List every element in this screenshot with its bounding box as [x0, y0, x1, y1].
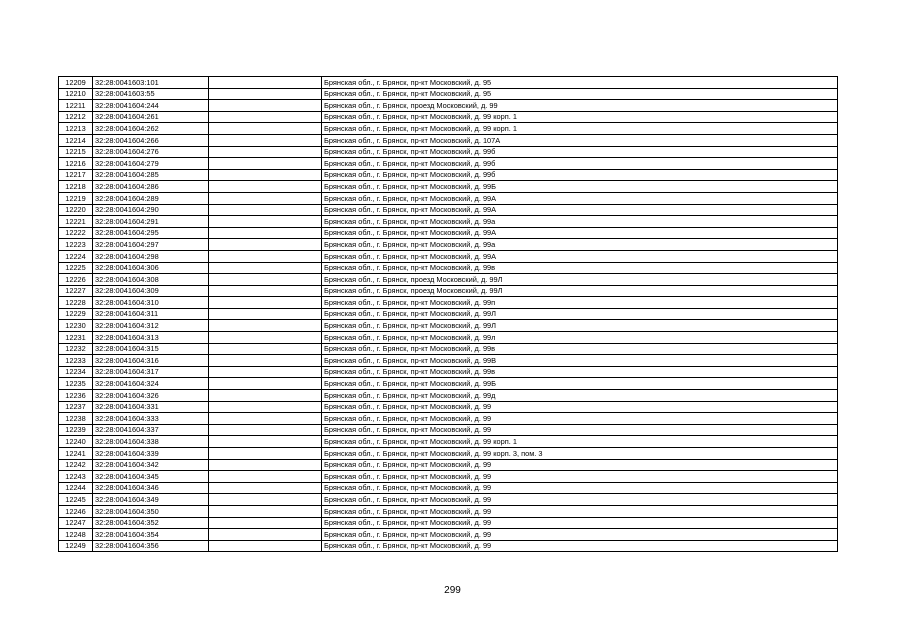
address-cell: Брянская обл., г. Брянск, пр-кт Московский, д. 99в — [322, 366, 838, 378]
address-cell: Брянская обл., г. Брянск, пр-кт Московский, д. 95 — [322, 77, 838, 89]
cadastral-number-cell: 32:28:0041604:331 — [93, 401, 209, 413]
empty-cell — [209, 517, 322, 529]
row-number-cell: 12216 — [59, 158, 93, 170]
table-row — [59, 413, 838, 425]
registry-table-body — [59, 77, 838, 552]
empty-cell — [209, 146, 322, 158]
row-number-cell: 12221 — [59, 216, 93, 228]
table-row — [59, 204, 838, 216]
table-row — [59, 494, 838, 506]
empty-cell — [209, 540, 322, 552]
table-row — [59, 424, 838, 436]
table-row — [59, 169, 838, 181]
address-cell: Брянская обл., г. Брянск, пр-кт Московский, д. 99л — [322, 332, 838, 344]
table-row — [59, 227, 838, 239]
cadastral-number-cell: 32:28:0041604:312 — [93, 320, 209, 332]
row-number-cell: 12211 — [59, 100, 93, 112]
cadastral-number-cell: 32:28:0041604:298 — [93, 250, 209, 262]
address-cell: Брянская обл., г. Брянск, пр-кт Московский, д. 99 — [322, 413, 838, 425]
cadastral-number-cell: 32:28:0041604:352 — [93, 517, 209, 529]
cadastral-number-cell: 32:28:0041604:338 — [93, 436, 209, 448]
table-row — [59, 123, 838, 135]
empty-cell — [209, 134, 322, 146]
empty-cell — [209, 529, 322, 541]
table-row — [59, 332, 838, 344]
cadastral-number-cell: 32:28:0041604:309 — [93, 285, 209, 297]
cadastral-number-cell: 32:28:0041604:317 — [93, 366, 209, 378]
address-cell: Брянская обл., г. Брянск, пр-кт Московский, д. 99 — [322, 494, 838, 506]
cadastral-number-cell: 32:28:0041604:286 — [93, 181, 209, 193]
cadastral-number-cell: 32:28:0041604:308 — [93, 274, 209, 286]
row-number-cell: 12227 — [59, 285, 93, 297]
cadastral-number-cell: 32:28:0041604:295 — [93, 227, 209, 239]
cadastral-number-cell: 32:28:0041604:313 — [93, 332, 209, 344]
cadastral-number-cell: 32:28:0041604:311 — [93, 308, 209, 320]
table-row — [59, 77, 838, 89]
row-number-cell: 12240 — [59, 436, 93, 448]
address-cell: Брянская обл., г. Брянск, пр-кт Московский, д. 99 — [322, 529, 838, 541]
empty-cell — [209, 308, 322, 320]
empty-cell — [209, 274, 322, 286]
empty-cell — [209, 332, 322, 344]
empty-cell — [209, 459, 322, 471]
table-row — [59, 505, 838, 517]
row-number-cell: 12224 — [59, 250, 93, 262]
row-number-cell: 12248 — [59, 529, 93, 541]
empty-cell — [209, 366, 322, 378]
address-cell: Брянская обл., г. Брянск, пр-кт Московский, д. 99а — [322, 239, 838, 251]
row-number-cell: 12242 — [59, 459, 93, 471]
empty-cell — [209, 413, 322, 425]
cadastral-number-cell: 32:28:0041604:345 — [93, 471, 209, 483]
empty-cell — [209, 343, 322, 355]
page-number: 299 — [444, 585, 461, 596]
empty-cell — [209, 505, 322, 517]
table-row — [59, 448, 838, 460]
table-row — [59, 181, 838, 193]
row-number-cell: 12209 — [59, 77, 93, 89]
address-cell: Брянская обл., г. Брянск, пр-кт Московский, д. 99 — [322, 505, 838, 517]
table-row — [59, 540, 838, 552]
table-row — [59, 158, 838, 170]
address-cell: Брянская обл., г. Брянск, пр-кт Московский, д. 99А — [322, 192, 838, 204]
empty-cell — [209, 158, 322, 170]
cadastral-number-cell: 32:28:0041604:315 — [93, 343, 209, 355]
address-cell: Брянская обл., г. Брянск, пр-кт Московский, д. 99 корп. 1 — [322, 123, 838, 135]
table-row — [59, 216, 838, 228]
row-number-cell: 12241 — [59, 448, 93, 460]
empty-cell — [209, 285, 322, 297]
empty-cell — [209, 448, 322, 460]
table-row — [59, 471, 838, 483]
cadastral-number-cell: 32:28:0041604:290 — [93, 204, 209, 216]
table-row — [59, 111, 838, 123]
row-number-cell: 12220 — [59, 204, 93, 216]
row-number-cell: 12218 — [59, 181, 93, 193]
empty-cell — [209, 297, 322, 309]
address-cell: Брянская обл., г. Брянск, пр-кт Московский, д. 99А — [322, 227, 838, 239]
cadastral-number-cell: 32:28:0041604:316 — [93, 355, 209, 367]
address-cell: Брянская обл., г. Брянск, пр-кт Московский, д. 99Л — [322, 308, 838, 320]
row-number-cell: 12235 — [59, 378, 93, 390]
row-number-cell: 12212 — [59, 111, 93, 123]
cadastral-number-cell: 32:28:0041604:346 — [93, 482, 209, 494]
empty-cell — [209, 436, 322, 448]
address-cell: Брянская обл., г. Брянск, проезд Московский, д. 99Л — [322, 274, 838, 286]
address-cell: Брянская обл., г. Брянск, пр-кт Московский, д. 95 — [322, 88, 838, 100]
table-row — [59, 250, 838, 262]
address-cell: Брянская обл., г. Брянск, пр-кт Московский, д. 99 — [322, 517, 838, 529]
address-cell: Брянская обл., г. Брянск, пр-кт Московский, д. 99 — [322, 424, 838, 436]
empty-cell — [209, 181, 322, 193]
empty-cell — [209, 88, 322, 100]
cadastral-number-cell: 32:28:0041604:356 — [93, 540, 209, 552]
empty-cell — [209, 262, 322, 274]
empty-cell — [209, 378, 322, 390]
cadastral-number-cell: 32:28:0041604:326 — [93, 390, 209, 402]
table-row — [59, 366, 838, 378]
empty-cell — [209, 494, 322, 506]
row-number-cell: 12233 — [59, 355, 93, 367]
cadastral-number-cell: 32:28:0041604:279 — [93, 158, 209, 170]
empty-cell — [209, 169, 322, 181]
empty-cell — [209, 250, 322, 262]
row-number-cell: 12213 — [59, 123, 93, 135]
row-number-cell: 12225 — [59, 262, 93, 274]
empty-cell — [209, 482, 322, 494]
cadastral-number-cell: 32:28:0041604:266 — [93, 134, 209, 146]
table-row — [59, 297, 838, 309]
empty-cell — [209, 390, 322, 402]
table-row — [59, 459, 838, 471]
cadastral-number-cell: 32:28:0041604:339 — [93, 448, 209, 460]
address-cell: Брянская обл., г. Брянск, пр-кт Московский, д. 99 корп. 1 — [322, 111, 838, 123]
row-number-cell: 12223 — [59, 239, 93, 251]
row-number-cell: 12244 — [59, 482, 93, 494]
table-row — [59, 320, 838, 332]
row-number-cell: 12222 — [59, 227, 93, 239]
cadastral-number-cell: 32:28:0041604:324 — [93, 378, 209, 390]
empty-cell — [209, 204, 322, 216]
row-number-cell: 12229 — [59, 308, 93, 320]
row-number-cell: 12215 — [59, 146, 93, 158]
address-cell: Брянская обл., г. Брянск, пр-кт Московский, д. 99д — [322, 390, 838, 402]
cadastral-number-cell: 32:28:0041603:55 — [93, 88, 209, 100]
table-row — [59, 436, 838, 448]
table-row — [59, 390, 838, 402]
empty-cell — [209, 424, 322, 436]
cadastral-number-cell: 32:28:0041604:342 — [93, 459, 209, 471]
row-number-cell: 12236 — [59, 390, 93, 402]
table-row — [59, 262, 838, 274]
table-row — [59, 274, 838, 286]
row-number-cell: 12245 — [59, 494, 93, 506]
address-cell: Брянская обл., г. Брянск, пр-кт Московский, д. 99 — [322, 401, 838, 413]
row-number-cell: 12246 — [59, 505, 93, 517]
row-number-cell: 12247 — [59, 517, 93, 529]
row-number-cell: 12228 — [59, 297, 93, 309]
empty-cell — [209, 111, 322, 123]
address-cell: Брянская обл., г. Брянск, проезд Московский, д. 99 — [322, 100, 838, 112]
address-cell: Брянская обл., г. Брянск, пр-кт Московский, д. 107А — [322, 134, 838, 146]
address-cell: Брянская обл., г. Брянск, пр-кт Московский, д. 99в — [322, 262, 838, 274]
empty-cell — [209, 401, 322, 413]
row-number-cell: 12238 — [59, 413, 93, 425]
address-cell: Брянская обл., г. Брянск, пр-кт Московский, д. 99Б — [322, 181, 838, 193]
address-cell: Брянская обл., г. Брянск, пр-кт Московский, д. 99 корп. 3, пом. 3 — [322, 448, 838, 460]
row-number-cell: 12214 — [59, 134, 93, 146]
cadastral-number-cell: 32:28:0041604:289 — [93, 192, 209, 204]
row-number-cell: 12230 — [59, 320, 93, 332]
cadastral-number-cell: 32:28:0041604:354 — [93, 529, 209, 541]
address-cell: Брянская обл., г. Брянск, пр-кт Московский, д. 99п — [322, 297, 838, 309]
table-row — [59, 146, 838, 158]
table-row — [59, 285, 838, 297]
cadastral-number-cell: 32:28:0041604:350 — [93, 505, 209, 517]
table-row — [59, 239, 838, 251]
address-cell: Брянская обл., г. Брянск, пр-кт Московский, д. 99 — [322, 540, 838, 552]
table-row — [59, 401, 838, 413]
row-number-cell: 12210 — [59, 88, 93, 100]
empty-cell — [209, 123, 322, 135]
registry-table — [58, 76, 838, 552]
cadastral-number-cell: 32:28:0041604:306 — [93, 262, 209, 274]
row-number-cell: 12237 — [59, 401, 93, 413]
address-cell: Брянская обл., г. Брянск, пр-кт Московский, д. 99б — [322, 146, 838, 158]
address-cell: Брянская обл., г. Брянск, пр-кт Московский, д. 99 корп. 1 — [322, 436, 838, 448]
address-cell: Брянская обл., г. Брянск, пр-кт Московский, д. 99Л — [322, 320, 838, 332]
address-cell: Брянская обл., г. Брянск, пр-кт Московский, д. 99 — [322, 482, 838, 494]
cadastral-number-cell: 32:28:0041604:276 — [93, 146, 209, 158]
row-number-cell: 12232 — [59, 343, 93, 355]
table-row — [59, 378, 838, 390]
empty-cell — [209, 100, 322, 112]
cadastral-number-cell: 32:28:0041604:291 — [93, 216, 209, 228]
row-number-cell: 12219 — [59, 192, 93, 204]
cadastral-number-cell: 32:28:0041604:310 — [93, 297, 209, 309]
empty-cell — [209, 471, 322, 483]
table-row — [59, 134, 838, 146]
address-cell: Брянская обл., г. Брянск, пр-кт Московский, д. 99в — [322, 343, 838, 355]
row-number-cell: 12231 — [59, 332, 93, 344]
row-number-cell: 12243 — [59, 471, 93, 483]
row-number-cell: 12217 — [59, 169, 93, 181]
row-number-cell: 12239 — [59, 424, 93, 436]
table-row — [59, 88, 838, 100]
address-cell: Брянская обл., г. Брянск, пр-кт Московский, д. 99а — [322, 216, 838, 228]
address-cell: Брянская обл., г. Брянск, пр-кт Московский, д. 99 — [322, 471, 838, 483]
table-row — [59, 517, 838, 529]
cadastral-number-cell: 32:28:0041604:333 — [93, 413, 209, 425]
cadastral-number-cell: 32:28:0041604:262 — [93, 123, 209, 135]
table-row — [59, 100, 838, 112]
address-cell: Брянская обл., г. Брянск, пр-кт Московский, д. 99 — [322, 459, 838, 471]
cadastral-number-cell: 32:28:0041604:261 — [93, 111, 209, 123]
address-cell: Брянская обл., г. Брянск, проезд Московский, д. 99Л — [322, 285, 838, 297]
empty-cell — [209, 355, 322, 367]
table-row — [59, 192, 838, 204]
empty-cell — [209, 239, 322, 251]
address-cell: Брянская обл., г. Брянск, пр-кт Московский, д. 99б — [322, 169, 838, 181]
table-row — [59, 343, 838, 355]
empty-cell — [209, 216, 322, 228]
row-number-cell: 12249 — [59, 540, 93, 552]
empty-cell — [209, 77, 322, 89]
address-cell: Брянская обл., г. Брянск, пр-кт Московский, д. 99А — [322, 204, 838, 216]
row-number-cell: 12234 — [59, 366, 93, 378]
address-cell: Брянская обл., г. Брянск, пр-кт Московский, д. 99б — [322, 158, 838, 170]
table-row — [59, 308, 838, 320]
table-row — [59, 482, 838, 494]
cadastral-number-cell: 32:28:0041604:297 — [93, 239, 209, 251]
address-cell: Брянская обл., г. Брянск, пр-кт Московский, д. 99Б — [322, 378, 838, 390]
address-cell: Брянская обл., г. Брянск, пр-кт Московский, д. 99В — [322, 355, 838, 367]
cadastral-number-cell: 32:28:0041604:337 — [93, 424, 209, 436]
empty-cell — [209, 320, 322, 332]
address-cell: Брянская обл., г. Брянск, пр-кт Московский, д. 99А — [322, 250, 838, 262]
cadastral-number-cell: 32:28:0041604:349 — [93, 494, 209, 506]
row-number-cell: 12226 — [59, 274, 93, 286]
empty-cell — [209, 227, 322, 239]
empty-cell — [209, 192, 322, 204]
cadastral-number-cell: 32:28:0041603:101 — [93, 77, 209, 89]
table-row — [59, 529, 838, 541]
table-row — [59, 355, 838, 367]
cadastral-number-cell: 32:28:0041604:244 — [93, 100, 209, 112]
cadastral-number-cell: 32:28:0041604:285 — [93, 169, 209, 181]
